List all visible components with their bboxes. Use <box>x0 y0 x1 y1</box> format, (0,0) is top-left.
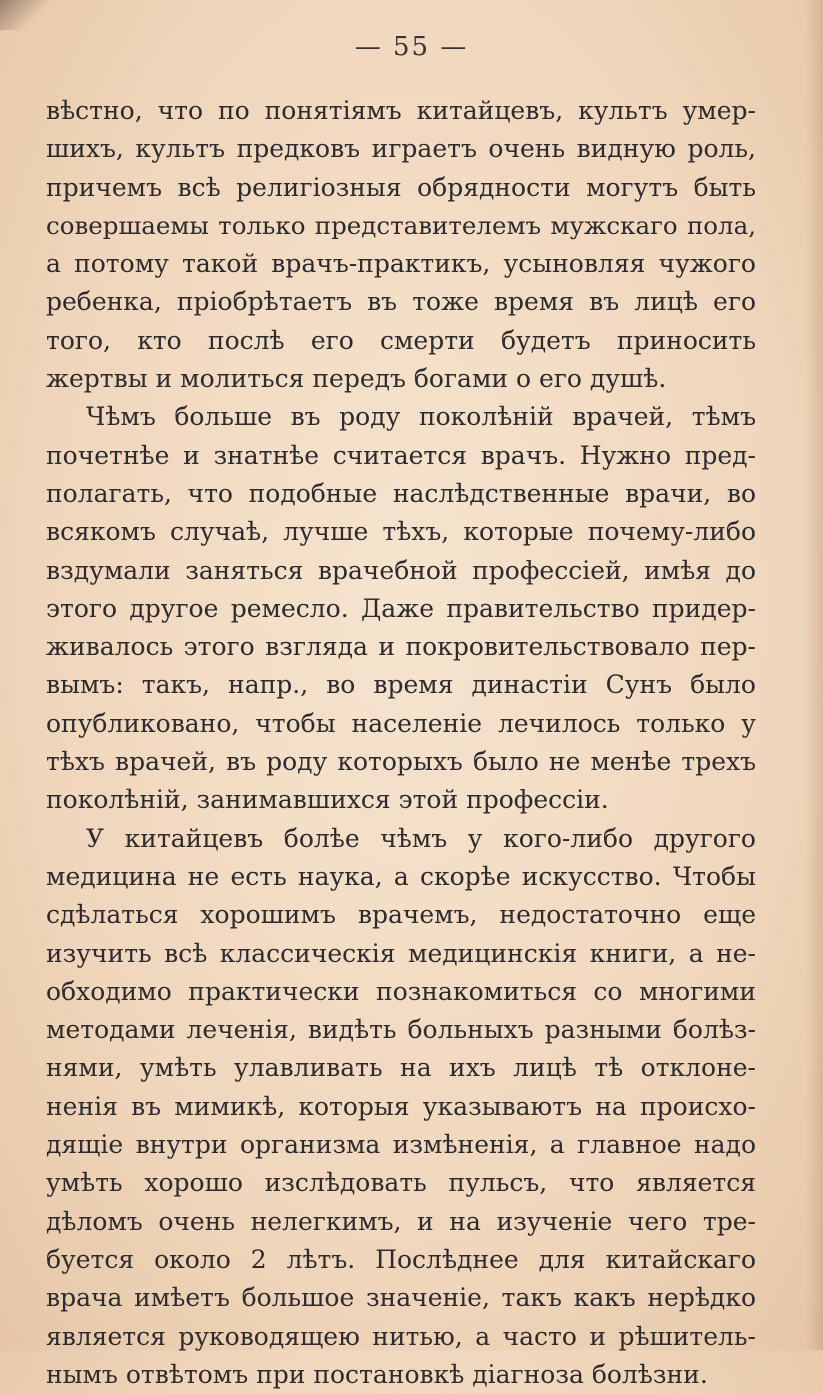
text-line: Чѣмъ больше въ роду поколѣній врачей, тѣмъ <box>86 402 756 432</box>
text-line: всякомъ случаѣ, лучше тѣхъ, которые почему-либо <box>46 517 756 547</box>
text-line: нями, умѣть улавливать на ихъ лицѣ тѣ отклоне- <box>46 1053 756 1083</box>
text-line: врача имѣетъ большое значеніе, такъ какъ нерѣдко <box>46 1283 756 1313</box>
text-line: ребенка, пріобрѣтаетъ въ тоже время въ лицѣ его <box>46 287 756 317</box>
text-line: вымъ: такъ, напр., во время династіи Сунъ было <box>46 670 756 700</box>
text-line: буется около 2 лѣтъ. Послѣднее для китайскаго <box>46 1244 756 1274</box>
page-number: — 55 — <box>354 32 469 62</box>
text-line: опубликовано, чтобы населеніе лечилось только у <box>46 708 756 738</box>
text-line: причемъ всѣ религіозныя обрядности могутъ быть <box>46 172 756 202</box>
text-line: У китайцевъ болѣе чѣмъ у кого-либо другого <box>86 823 756 853</box>
text-line: сдѣлаться хорошимъ врачемъ, недостаточно еще <box>46 900 756 930</box>
text-line: является руководящею нитью, а часто и рѣшитель- <box>46 1321 756 1351</box>
text-line: дящіе внутри организма измѣненія, а главное надо <box>46 1130 756 1160</box>
text-line: умѣть хорошо изслѣдовать пульсъ, что является <box>46 1168 756 1198</box>
text-line: полагать, что подобные наслѣдственные врачи, во <box>46 478 756 508</box>
text-line: ненія въ мимикѣ, которыя указываютъ на происхо- <box>46 1091 756 1121</box>
text-line: поколѣній, занимавшихся этой профессіи. <box>46 785 609 815</box>
text-line: жертвы и молиться передъ богами о его душѣ. <box>46 364 667 394</box>
text-line: медицина не есть наука, а скорѣе искусство. Чтобы <box>46 861 756 891</box>
text-line: шихъ, культъ предковъ играетъ очень видную роль, <box>46 134 756 164</box>
text-line: живалось этого взгляда и покровительствовало пер- <box>46 632 756 662</box>
text-line: вздумали заняться врачебной профессіей, имѣя до <box>46 555 756 585</box>
page-edge-shadow <box>805 0 823 1350</box>
text-line: а потому такой врачъ-практикъ, усыновляя чужого <box>46 249 756 279</box>
text-line: почетнѣе и знатнѣе считается врачъ. Нужно пред- <box>46 440 756 470</box>
text-line: методами леченія, видѣть больныхъ разными болѣз- <box>46 1015 756 1045</box>
text-line: тѣхъ врачей, въ роду которыхъ было не менѣе трехъ <box>46 747 756 777</box>
text-line: вѣстно, что по понятіямъ китайцевъ, культъ умер- <box>46 96 756 125</box>
text-line: обходимо практически познакомиться со многими <box>46 976 756 1006</box>
text-line: того, кто послѣ его смерти будетъ приносить <box>46 325 756 355</box>
text-line: изучить всѣ классическія медицинскія книги, а не- <box>46 938 756 968</box>
text-line: нымъ отвѣтомъ при постановкѣ діагноза болѣзни. <box>46 1359 708 1389</box>
text-line: дѣломъ очень нелегкимъ, и на изученіе чего тре- <box>46 1206 756 1236</box>
text-line: совершаемы только представителемъ мужскаго пола, <box>46 210 756 240</box>
scan-corner-shadow <box>0 0 60 30</box>
text-line: этого другое ремесло. Даже правительство придер- <box>46 593 756 623</box>
body-text <box>46 92 756 1394</box>
